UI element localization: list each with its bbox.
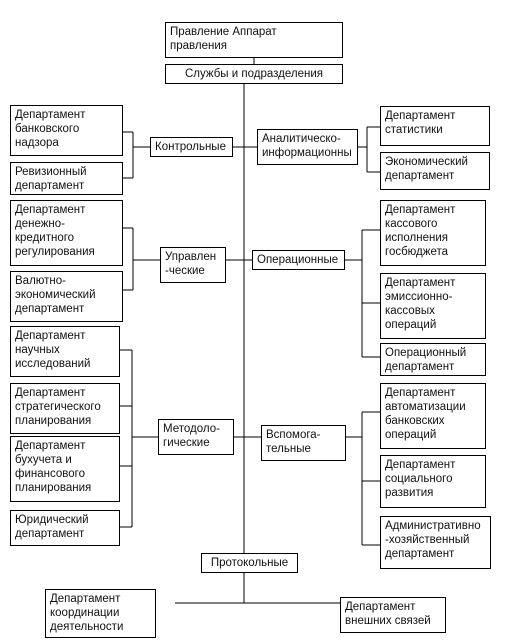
dep-buhucheta-box: Департамент бухучета и финансового планирования <box>10 436 120 502</box>
dep-strateg-box: Департамент стратегического планирования <box>10 383 120 434</box>
dep-bank-nadzora-box: Департамент банковского надзора <box>10 105 123 156</box>
sluzhby-box: Службы и подразделения <box>165 64 343 84</box>
yuridicheskii-box: Юридический департамент <box>10 510 120 546</box>
dep-nauch-box: Департамент научных исследований <box>10 326 120 377</box>
metodologicheskie-box: Методоло- гические <box>158 419 234 455</box>
dep-den-kred-box: Департамент денежно- кредитного регулирования <box>10 200 123 266</box>
operacionnyi-dep-box: Операционный департамент <box>380 343 486 376</box>
operacionnye-box: Операционные <box>252 250 345 270</box>
dep-vneshnih-box: Департамент внешних связей <box>340 597 446 633</box>
dep-koord-box: Департамент координации деятельности <box>45 589 156 638</box>
dep-social-box: Департамент социального развития <box>380 455 486 508</box>
kontrolnye-box: Контрольные <box>150 137 233 157</box>
dep-emiss-box: Департамент эмиссионно- кассовых операций <box>380 273 486 339</box>
vspomogatelnye-box: Вспомога- тельные <box>261 425 346 461</box>
dep-kassovogo-box: Департамент кассового исполнения госбюджета <box>380 200 486 266</box>
admin-hoz-box: Административно -хозяйственный департамент <box>380 516 491 569</box>
dep-statistiki-box: Департамент статистики <box>380 106 490 146</box>
dep-avtomat-box: Департамент автоматизации банковских операций <box>380 383 486 449</box>
revizionnyi-box: Ревизионный департамент <box>10 162 123 195</box>
analiticheskie-box: Аналитическо- информационны <box>257 129 358 165</box>
ekonomicheskii-box: Экономический департамент <box>380 152 490 190</box>
pravlenie-box: Правление Аппарат правления <box>165 22 343 58</box>
protokolnye-box: Протокольные <box>201 553 298 573</box>
upravlencheskie-box: Управлен -ческие <box>160 247 226 283</box>
valyutno-box: Валютно- экономический департамент <box>10 271 123 322</box>
